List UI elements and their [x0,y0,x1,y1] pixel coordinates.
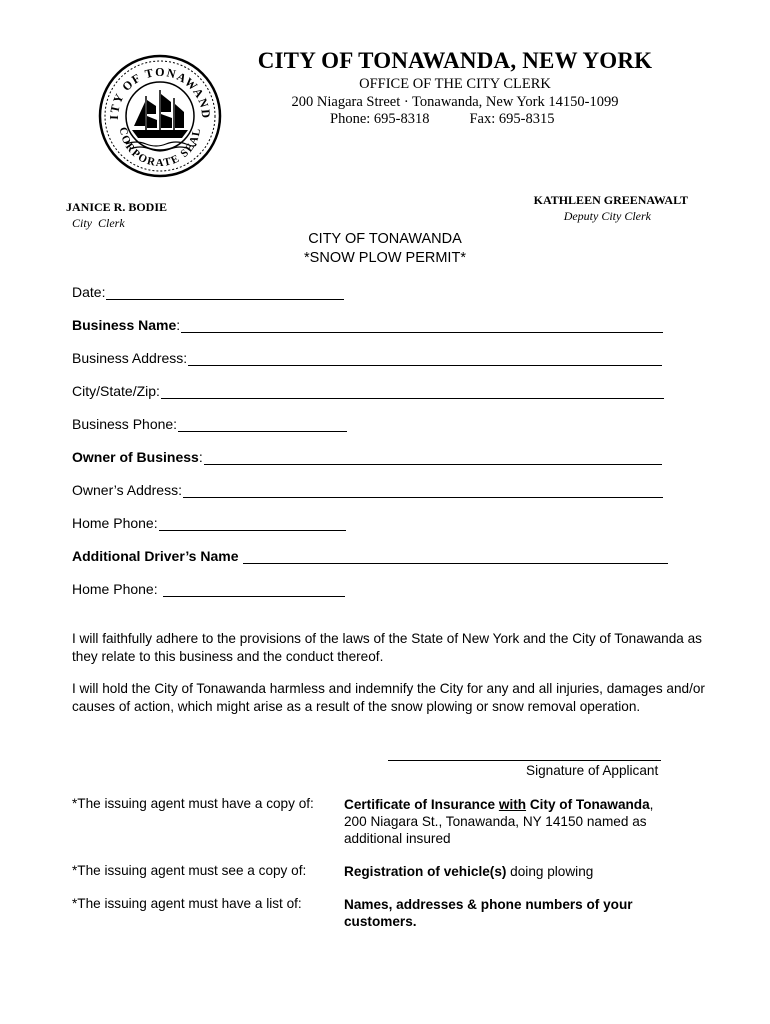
req1-bold-underline: with [498,797,527,812]
requirement-label-1: *The issuing agent must have a copy of: [72,796,314,811]
req3-bold: Names, addresses & phone numbers of your customers. [344,897,633,929]
owners-address-field[interactable] [72,482,663,498]
deputy-title: Deputy City Clerk [563,209,651,223]
statement-adherence: I will faithfully adhere to the provisions of the laws of the State of New York and the City of Tonawanda as they relate to this business and the conduct thereof. [72,631,702,664]
form-title-line1: CITY OF TONAWANDA [308,231,462,247]
fax-number: Fax: 695-8315 [469,111,555,127]
requirement-value-1 [344,796,674,847]
statement-indemnify: I will hold the City of Tonawanda harmless and indemnify the City for any and all injuries, damages and/or causes of action, which might arise as a result of the snow plowing or snow removal operation. [72,681,705,714]
owner-of-business-field[interactable] [72,449,662,465]
req2-rest: doing plowing [506,864,594,879]
seal-top-text: ITY OF TONAWAND [106,64,214,121]
signature-label: Signature of Applicant [526,763,659,778]
home-phone-field[interactable] [72,515,346,531]
business-address-input-line[interactable] [188,351,662,366]
date-input-line[interactable] [106,285,344,300]
business-address-label: Business Address: [72,350,188,366]
home-phone-label: Home Phone: [72,515,158,531]
business-phone-input-line[interactable] [178,417,347,432]
business-address-field[interactable] [72,350,662,366]
office-address: 200 Niagara Street · Tonawanda, New York 14150-1099 [291,94,619,110]
requirement-label-2: *The issuing agent must see a copy of: [72,863,307,878]
owners-address-input-line[interactable] [183,483,663,498]
clerk-title: City Clerk [72,216,125,230]
form-title [240,230,530,268]
business-name-input-line[interactable] [181,318,663,333]
additional-driver-field[interactable] [72,548,668,564]
ship-icon [126,90,196,151]
city-title: CITY OF TONAWANDA, NEW YORK [257,48,653,73]
owner-of-business-colon: : [198,449,203,465]
req1-bold-a: Certificate of Insurance [344,797,499,812]
date-label: Date: [72,284,106,300]
deputy-name: KATHLEEN GREENAWALT [533,193,688,207]
owner-of-business-label: Owner of Business [72,449,199,465]
requirement-value-3 [344,896,654,930]
requirement-label-3: *The issuing agent must have a list of: [72,896,302,911]
owners-address-label: Owner’s Address: [72,482,182,498]
office-name: OFFICE OF THE CITY CLERK [359,76,551,92]
req2-bold: Registration of vehicle(s) [344,864,507,879]
phone-number: Phone: 695-8318 [330,111,430,127]
home-phone-2-field[interactable] [72,581,345,597]
seal-bottom-text: CORPORATE SEAL [116,126,204,170]
contact-row [330,111,554,128]
home-phone-input-line[interactable] [159,516,346,531]
additional-driver-input-line[interactable] [243,549,668,564]
clerk-name: JANICE R. BODIE [66,200,168,214]
date-field[interactable] [72,284,344,300]
form-title-line2: *SNOW PLOW PERMIT* [304,250,466,266]
additional-driver-label: Additional Driver’s Name [72,548,239,564]
business-name-label: Business Name [72,317,177,333]
home-phone-2-label: Home Phone: [72,581,162,597]
home-phone-2-input-line[interactable] [163,582,345,597]
business-phone-field[interactable] [72,416,347,432]
req1-bold-b: City of Tonawanda [526,797,650,812]
signature-line[interactable] [388,760,661,761]
city-state-zip-label: City/State/Zip: [72,383,160,399]
business-name-field[interactable] [72,317,663,333]
req1-rest: , 200 Niagara St., Tonawanda, NY 14150 named as additional insured [344,797,654,846]
business-name-colon: : [176,317,181,333]
business-phone-label: Business Phone: [72,416,178,432]
city-state-zip-field[interactable] [72,383,664,399]
city-state-zip-input-line[interactable] [161,384,664,399]
requirement-value-2 [344,863,674,880]
owner-of-business-input-line[interactable] [204,450,662,465]
